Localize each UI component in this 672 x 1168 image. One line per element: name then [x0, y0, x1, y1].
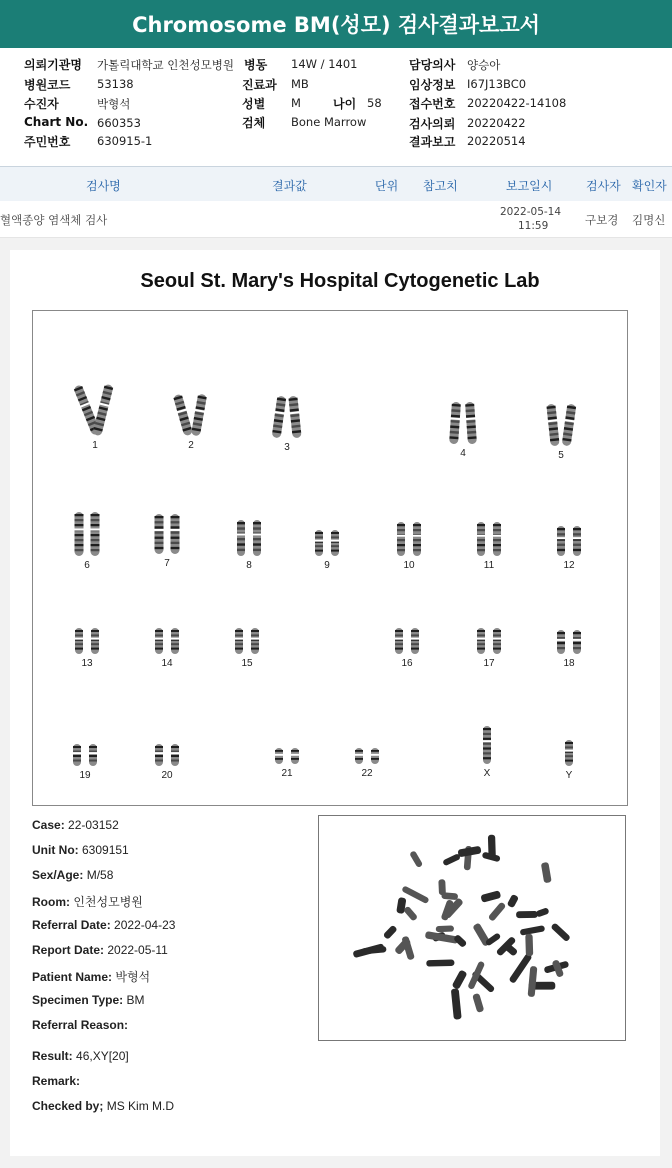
chromosome-label: 1	[92, 440, 98, 451]
chromosome-label: 12	[563, 560, 575, 571]
remark-label: Remark:	[32, 1074, 81, 1088]
remark-field	[32, 1074, 80, 1088]
chromosome-pair-3	[265, 395, 309, 439]
patient-name-field	[32, 968, 150, 985]
chromosome-4	[433, 401, 493, 459]
metaphase-chromosome	[516, 911, 538, 918]
requesting-institution-label: 의뢰기관명	[24, 58, 82, 72]
department-value: MB	[291, 77, 309, 91]
report-title-bar	[0, 0, 672, 48]
chromosome-y	[539, 739, 599, 781]
specimen-type-label: Specimen Type:	[32, 993, 124, 1007]
metaphase-image	[318, 815, 626, 1041]
chromosome-pair-15	[225, 627, 269, 655]
sex-value: M	[291, 96, 301, 110]
chromosome-pair-11	[467, 521, 511, 557]
chromosome-label: 7	[164, 558, 170, 569]
chromosome-pair-19	[63, 743, 107, 767]
chromosome-pair-21	[265, 747, 309, 765]
result-report-value: 20220514	[467, 134, 526, 148]
report-date-value: 2022-05-11	[107, 943, 168, 957]
sex-age-field	[32, 868, 113, 882]
metaphase-chromosome	[383, 925, 398, 940]
physician-label: 담당의사	[409, 58, 456, 72]
chromosome-11	[459, 521, 519, 571]
referral-date-label: Referral Date:	[32, 918, 111, 932]
chromosome-label: 19	[79, 770, 91, 781]
referral-date-value: 2022-04-23	[114, 918, 176, 932]
chromosome-16	[377, 627, 437, 669]
chromosome-22	[337, 747, 397, 779]
hospital-code-label: 병원코드	[24, 78, 71, 92]
chromosome-label: 17	[483, 658, 495, 669]
requesting-institution-value: 가톨릭대학교 인천성모병원	[97, 58, 234, 72]
sex-age-value: M/58	[86, 868, 114, 882]
chromosome-pair-5	[539, 403, 583, 447]
chromosome-pair-7	[145, 513, 189, 555]
specimen-value: Bone Marrow	[291, 115, 367, 129]
referral-reason-field	[32, 1018, 128, 1032]
request-date-value: 20220422	[467, 116, 526, 130]
chromosome-17	[459, 627, 519, 669]
confirmer-cell: 김명신	[632, 213, 666, 227]
chromosome-7	[137, 513, 197, 569]
chromosome-label: 11	[483, 560, 495, 571]
chromosome-pair-20	[145, 743, 189, 767]
patient-label: 수진자	[24, 97, 59, 111]
chromosome-1	[65, 383, 125, 451]
metaphase-chromosome	[535, 907, 549, 917]
metaphase-chromosome	[550, 922, 571, 942]
col-report-date: 보고일시	[506, 179, 553, 193]
chromosome-9	[297, 529, 357, 571]
case-value: 22-03152	[68, 818, 119, 832]
chromosome-21	[257, 747, 317, 779]
specimen-label: 검체	[242, 116, 266, 130]
chromosome-label: 13	[81, 658, 93, 669]
case-field	[32, 818, 119, 832]
col-unit: 단위	[375, 179, 399, 193]
metaphase-chromosome	[472, 993, 484, 1013]
chromosome-label: 22	[361, 768, 373, 779]
chromosome-label: 3	[284, 442, 290, 453]
age-value: 58	[367, 96, 382, 110]
metaphase-chromosome	[528, 966, 538, 997]
metaphase-chromosome	[403, 906, 418, 922]
chromosome-label: 14	[161, 658, 173, 669]
result-label: Result:	[32, 1049, 73, 1063]
metaphase-chromosome	[508, 953, 532, 984]
referral-date-field	[32, 918, 175, 932]
metaphase-chromosome	[480, 890, 501, 903]
chromosome-label: 8	[246, 560, 252, 571]
chromosome-5	[531, 403, 591, 461]
chromosome-pair-1	[73, 383, 117, 437]
chart-no-value: 660353	[97, 116, 141, 130]
chromosome-pair-18	[547, 629, 591, 655]
room-value: 인천성모병원	[73, 895, 143, 909]
test-name-cell: 혈액종양 염색체 검사	[0, 213, 108, 227]
chromosome-19	[55, 743, 115, 781]
chromosome-8	[219, 519, 279, 571]
table-row[interactable]	[0, 201, 672, 238]
chart-no-label: Chart No.	[24, 115, 89, 129]
chromosome-pair-10	[387, 521, 431, 557]
metaphase-chromosome	[525, 934, 533, 956]
chromosome-pair-2	[169, 393, 213, 437]
chromosome-label: 6	[84, 560, 90, 571]
col-reference: 참고치	[423, 179, 458, 193]
chromosome-label: 10	[403, 560, 415, 571]
metaphase-chromosome	[467, 961, 485, 990]
ward-label: 병동	[244, 58, 268, 72]
metaphase-chromosome	[488, 901, 507, 921]
chromosome-pair-8	[227, 519, 271, 557]
page-title: Chromosome BM(성모) 검사결과보고서	[132, 13, 540, 37]
metaphase-chromosome	[520, 925, 546, 936]
checked-by-value: MS Kim M.D	[106, 1099, 175, 1113]
chromosome-15	[217, 627, 277, 669]
patient-info-panel	[0, 48, 672, 166]
metaphase-chromosome	[451, 988, 462, 1020]
chromosome-2	[161, 393, 221, 451]
request-date-label: 검사의뢰	[409, 117, 456, 131]
chromosome-pair-13	[65, 627, 109, 655]
chromosome-label: Y	[565, 770, 573, 781]
karyotype-report	[10, 250, 660, 1156]
chromosome-label: 16	[401, 658, 413, 669]
metaphase-chromosome	[452, 969, 468, 989]
checked-by-label: Checked by;	[32, 1099, 104, 1113]
referral-reason-label: Referral Reason:	[32, 1018, 129, 1032]
hospital-code-value: 53138	[97, 77, 134, 91]
chromosome-label: 15	[241, 658, 253, 669]
metaphase-chromosome	[541, 862, 552, 883]
specimen-type-value: BM	[126, 993, 145, 1007]
clinical-info-label: 임상정보	[409, 78, 456, 92]
clinical-info-value: I67J13BC0	[467, 77, 527, 91]
chromosome-x	[457, 725, 517, 779]
metaphase-chromosome	[353, 943, 385, 958]
chromosome-pair-9	[305, 529, 349, 557]
chromosome-pair-6	[65, 511, 109, 557]
result-report-label: 결과보고	[409, 135, 456, 149]
metaphase-spread	[319, 816, 625, 1040]
col-confirmer: 확인자	[632, 179, 667, 193]
chromosome-label: 20	[161, 770, 173, 781]
col-result: 결과값	[272, 179, 307, 193]
metaphase-chromosome	[442, 853, 461, 866]
metaphase-chromosome	[426, 959, 454, 966]
tester-cell: 구보경	[585, 213, 619, 227]
sex-label: 성별	[242, 97, 266, 111]
metaphase-chromosome	[507, 894, 519, 909]
case-label: Case:	[32, 818, 65, 832]
result-value: 46,XY[20]	[76, 1049, 129, 1063]
sex-age-label: Sex/Age:	[32, 868, 84, 882]
result-field	[32, 1049, 129, 1063]
unit-no-value: 6309151	[82, 843, 129, 857]
patient-value: 박형석	[97, 97, 131, 111]
patient-name-value: 박형석	[115, 970, 151, 984]
chromosome-14	[137, 627, 197, 669]
resident-no-value: 630915-1	[97, 134, 153, 148]
accession-no-label: 접수번호	[409, 97, 456, 111]
chromosome-label: 21	[281, 768, 293, 779]
chromosome-pair-22	[345, 747, 389, 765]
checked-by-field	[32, 1099, 174, 1113]
chromosome-10	[379, 521, 439, 571]
report-date-cell: 2022-05-14	[500, 206, 562, 218]
lab-title: Seoul St. Mary's Hospital Cytogenetic Lab	[140, 270, 540, 292]
chromosome-pair-14	[145, 627, 189, 655]
chromosome-label: 5	[558, 450, 564, 461]
resident-no-label: 주민번호	[24, 135, 71, 149]
chromosome-pair-x	[465, 725, 509, 765]
chromosome-20	[137, 743, 197, 781]
results-table-header	[0, 166, 672, 202]
chromosome-label: X	[483, 768, 491, 779]
report-date-field	[32, 943, 168, 957]
chromosome-pair-17	[467, 627, 511, 655]
chromosome-pair-4	[441, 401, 485, 445]
patient-name-label: Patient Name:	[32, 970, 113, 984]
unit-no-label: Unit No:	[32, 843, 79, 857]
metaphase-chromosome	[409, 850, 423, 868]
accession-no-value: 20220422-14108	[467, 96, 567, 110]
ward-value: 14W / 1401	[291, 57, 358, 71]
chromosome-6	[57, 511, 117, 571]
col-tester: 검사자	[586, 179, 621, 193]
department-label: 진료과	[242, 78, 277, 92]
chromosome-pair-12	[547, 525, 591, 557]
room-field	[32, 893, 143, 910]
chromosome-label: 18	[563, 658, 575, 669]
metaphase-chromosome	[436, 925, 454, 932]
chromosome-label: 4	[460, 448, 466, 459]
specimen-type-field	[32, 993, 144, 1007]
karyogram	[32, 310, 628, 806]
chromosome-12	[539, 525, 599, 571]
chromosome-18	[539, 629, 599, 669]
age-label: 나이	[333, 97, 357, 111]
chromosome-label: 2	[188, 440, 194, 451]
chromosome-pair-y	[547, 739, 591, 767]
chromosome-13	[57, 627, 117, 669]
report-date-label: Report Date:	[32, 943, 105, 957]
physician-value: 양승아	[467, 58, 501, 72]
room-label: Room:	[32, 895, 70, 909]
chromosome-pair-16	[385, 627, 429, 655]
report-time-cell: 11:59	[518, 220, 549, 232]
chromosome-3	[257, 395, 317, 453]
unit-no-field	[32, 843, 129, 857]
col-test-name: 검사명	[86, 179, 121, 193]
metaphase-chromosome	[441, 892, 458, 900]
chromosome-label: 9	[324, 560, 330, 571]
